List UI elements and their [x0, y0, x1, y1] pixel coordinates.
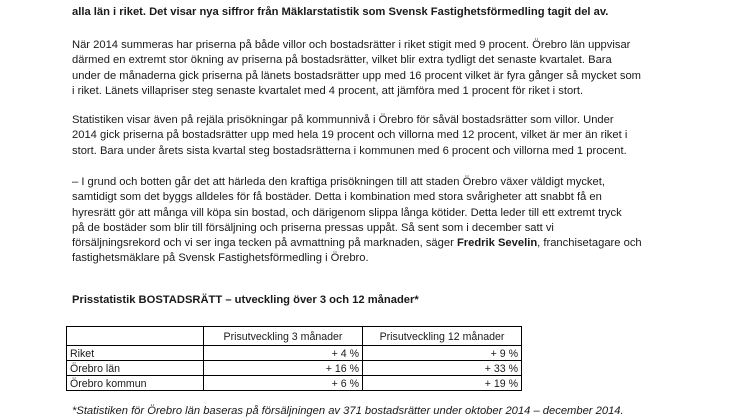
quote-speaker-name: Fredrik Sevelin: [456, 237, 538, 250]
table-header-cell: [67, 327, 204, 346]
table-row: [67, 361, 522, 376]
table-header-cell: Prisutveckling 3 månader: [204, 327, 363, 346]
paragraph-price-summary: När 2014 summeras har priserna på både villor och bostadsrätter i riket stigit med 9 procent. Örebro län uppvisar därmed en extremt stor ökning av priserna på bostadsrätter, vilket blir extra tydligt det senaste kvartalet. Bara under de månaderna gick priserna på länets bostadsrätter upp med 16 procent vilket är fyra gånger så mycket som i riket. Länets villapriser steg senaste kvartalet med 4 procent, att jämföra med 1 procent för riket i stort.: [72, 39, 642, 97]
change-12m-cell: + 33 %: [363, 361, 522, 376]
paragraph-municipality-stats: Statistiken visar även på rejäla prisökningar på kommunnivå i Örebro för såväl bostadsrätter som villor. Under 2014 gick priserna på bostadsrätter upp med hela 19 procent och villorna med 12 procent, vilket är mer än riket i stort. Bara under årets sista kvartal steg bostadsrätterna i kommunen med 6 procent och villorna med 1 procent.: [72, 114, 628, 157]
lead-text: alla län i riket. Det visar nya siffror från Mäklarstatistik som Svensk Fastighetsförmedling tagit del av.: [72, 6, 609, 18]
paragraph-quote: [72, 175, 672, 267]
change-3m-cell: + 4 %: [204, 346, 363, 361]
table-header-row: [67, 327, 522, 346]
table-title: Prisstatistik BOSTADSRÄTT – utveckling över 3 och 12 månader*: [72, 294, 419, 306]
quote-speaker-title: , franchisetagare och fastighetsmäklare på Svensk Fastighetsförmedling i Örebro.: [72, 237, 642, 265]
region-cell: Örebro kommun: [67, 376, 204, 391]
table-row: [67, 376, 522, 391]
change-12m-cell: + 9 %: [363, 346, 522, 361]
quote-text: – I grund och botten går det att härleda den kraftiga prisökningen till att staden Örebro växer väldigt mycket, samtidigt som det byggs alldeles för få bostäder. Detta i kombination med stora svårigheter att snabbt få en hyresrätt gör att många vill köpa sin bostad, och därigenom slippa långa kötider. Detta leder till ett extremt tryck på de bostäder som blir till försäljning och priserna pressas uppåt. Så sent som i december satt vi försäljningsrekord och vi ser inga tecken på avmattning på marknaden, säger: [72, 176, 622, 250]
region-cell: Riket: [67, 346, 204, 361]
table-row: [67, 346, 522, 361]
table-header-cell: Prisutveckling 12 månader: [363, 327, 522, 346]
change-3m-cell: + 16 %: [204, 361, 363, 376]
document-page: [72, 0, 712, 419]
region-cell: Örebro län: [67, 361, 204, 376]
change-12m-cell: + 19 %: [363, 376, 522, 391]
price-stats-table: [66, 326, 522, 391]
table-footnote: *Statistiken för Örebro län baseras på försäljningen av 371 bostadsrätter under oktober 2014 – december 2014.: [72, 405, 624, 417]
change-3m-cell: + 6 %: [204, 376, 363, 391]
